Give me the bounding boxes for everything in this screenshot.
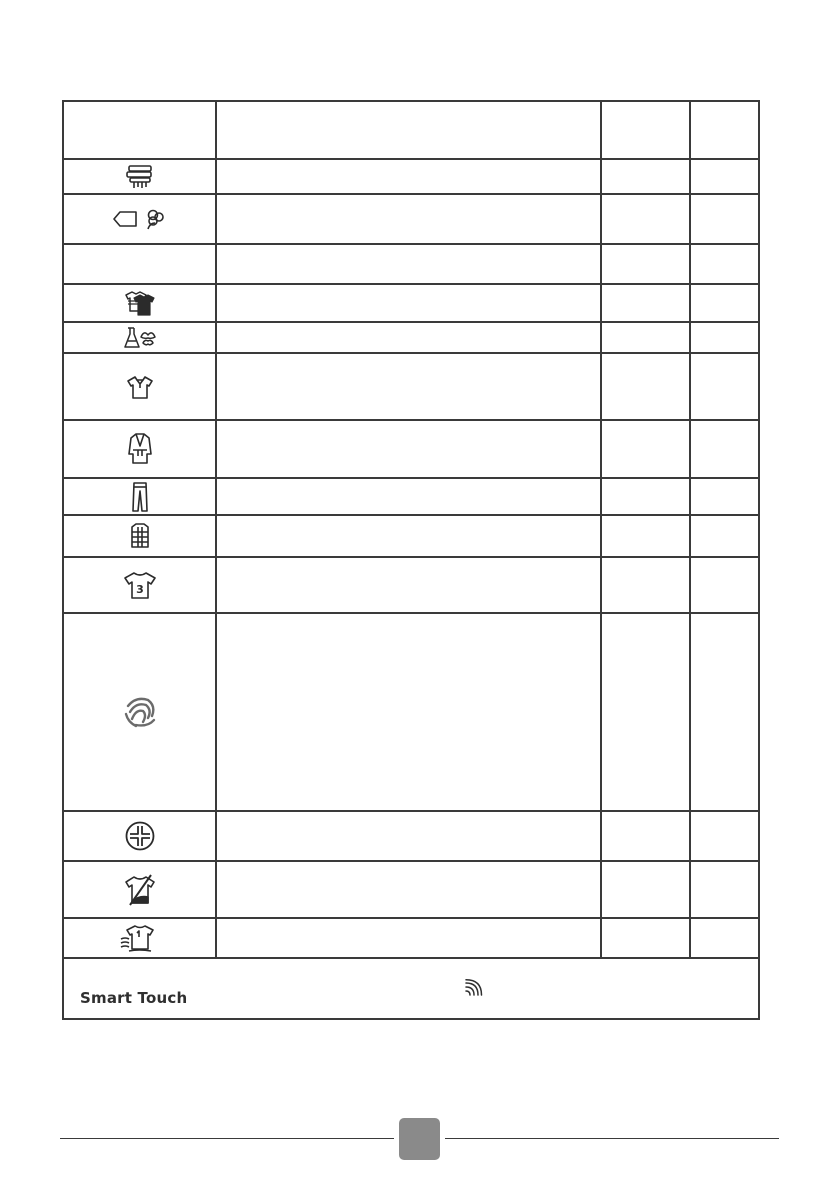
icon-cell <box>63 244 216 284</box>
icon-cell <box>63 515 216 557</box>
icon-cell <box>63 322 216 353</box>
load-cell <box>601 861 690 918</box>
page-number-tab <box>399 1118 440 1160</box>
table-row <box>63 557 759 613</box>
table-row <box>63 515 759 557</box>
temp-cell <box>690 613 759 811</box>
load-cell <box>601 811 690 861</box>
footer-rule-right <box>445 1138 779 1139</box>
icon-cell <box>63 420 216 478</box>
icon-cell <box>63 478 216 515</box>
smart-touch-row <box>63 958 759 1019</box>
temp-cell <box>690 322 759 353</box>
program-cell <box>216 353 601 420</box>
temp-cell <box>690 420 759 478</box>
temp-cell <box>690 244 759 284</box>
icon-cell <box>63 811 216 861</box>
header-cell-load <box>601 101 690 159</box>
icon-cell <box>63 194 216 244</box>
temp-cell <box>690 194 759 244</box>
header-cell-temp <box>690 101 759 159</box>
svg-text:3: 3 <box>135 583 144 596</box>
program-cell <box>216 811 601 861</box>
load-cell <box>601 159 690 194</box>
smart-touch-label: Smart Touch <box>80 988 188 1007</box>
icon-cell <box>63 284 216 322</box>
load-cell <box>601 353 690 420</box>
table-row <box>63 918 759 958</box>
rapid-wash-shirt-icon <box>119 923 161 953</box>
program-table <box>62 100 760 1020</box>
load-cell <box>601 478 690 515</box>
program-cell <box>216 557 601 613</box>
load-cell <box>601 613 690 811</box>
polo-shirt-icon <box>126 374 154 400</box>
temp-cell <box>690 515 759 557</box>
table-row <box>63 322 759 353</box>
allergy-care-icon <box>122 326 158 350</box>
hygiene-cross-icon <box>124 820 156 852</box>
program-cell <box>216 194 601 244</box>
cotton-label-icon <box>112 206 168 232</box>
icon-cell <box>63 159 216 194</box>
program-cell <box>216 244 601 284</box>
program-cell <box>216 322 601 353</box>
table-row <box>63 194 759 244</box>
program-cell <box>216 515 601 557</box>
temp-cell <box>690 284 759 322</box>
load-cell <box>601 515 690 557</box>
table-row <box>63 284 759 322</box>
icon-cell <box>63 353 216 420</box>
program-cell <box>216 420 601 478</box>
smart-touch-logo <box>80 979 758 1007</box>
icon-cell <box>63 861 216 918</box>
table-row <box>63 353 759 420</box>
temp-cell <box>690 478 759 515</box>
program-cell <box>216 918 601 958</box>
table-row <box>63 811 759 861</box>
header-row <box>63 101 759 159</box>
table-row <box>63 159 759 194</box>
icon-cell <box>63 613 216 811</box>
wool-icon <box>122 694 158 730</box>
smart-touch-cell <box>63 958 759 1019</box>
program-cell <box>216 478 601 515</box>
header-cell-program <box>216 101 601 159</box>
load-cell <box>601 244 690 284</box>
wireless-signal-icon <box>463 979 483 1001</box>
load-cell <box>601 420 690 478</box>
program-cell <box>216 159 601 194</box>
temp-cell <box>690 811 759 861</box>
footer-rule-left <box>60 1138 394 1139</box>
mixed-colors-icon <box>124 289 156 317</box>
table-row <box>63 613 759 811</box>
load-cell <box>601 918 690 958</box>
temp-cell <box>690 353 759 420</box>
table-row <box>63 244 759 284</box>
program-cell <box>216 861 601 918</box>
load-cell <box>601 557 690 613</box>
temp-cell <box>690 861 759 918</box>
jeans-icon <box>130 481 150 513</box>
program-cell <box>216 284 601 322</box>
no-iron-shirt-icon <box>124 873 156 907</box>
table-row <box>63 478 759 515</box>
temp-cell <box>690 918 759 958</box>
temp-cell <box>690 159 759 194</box>
down-jacket-icon <box>128 522 152 550</box>
load-cell <box>601 322 690 353</box>
header-cell-icon <box>63 101 216 159</box>
robe-icon <box>127 432 153 466</box>
table-row <box>63 861 759 918</box>
icon-cell <box>63 557 216 613</box>
load-cell <box>601 194 690 244</box>
program-cell <box>216 613 601 811</box>
load-cell <box>601 284 690 322</box>
towels-scarf-icon <box>125 164 155 190</box>
icon-cell <box>63 918 216 958</box>
temp-cell <box>690 557 759 613</box>
sport-shirt-icon <box>123 570 157 600</box>
table-row <box>63 420 759 478</box>
